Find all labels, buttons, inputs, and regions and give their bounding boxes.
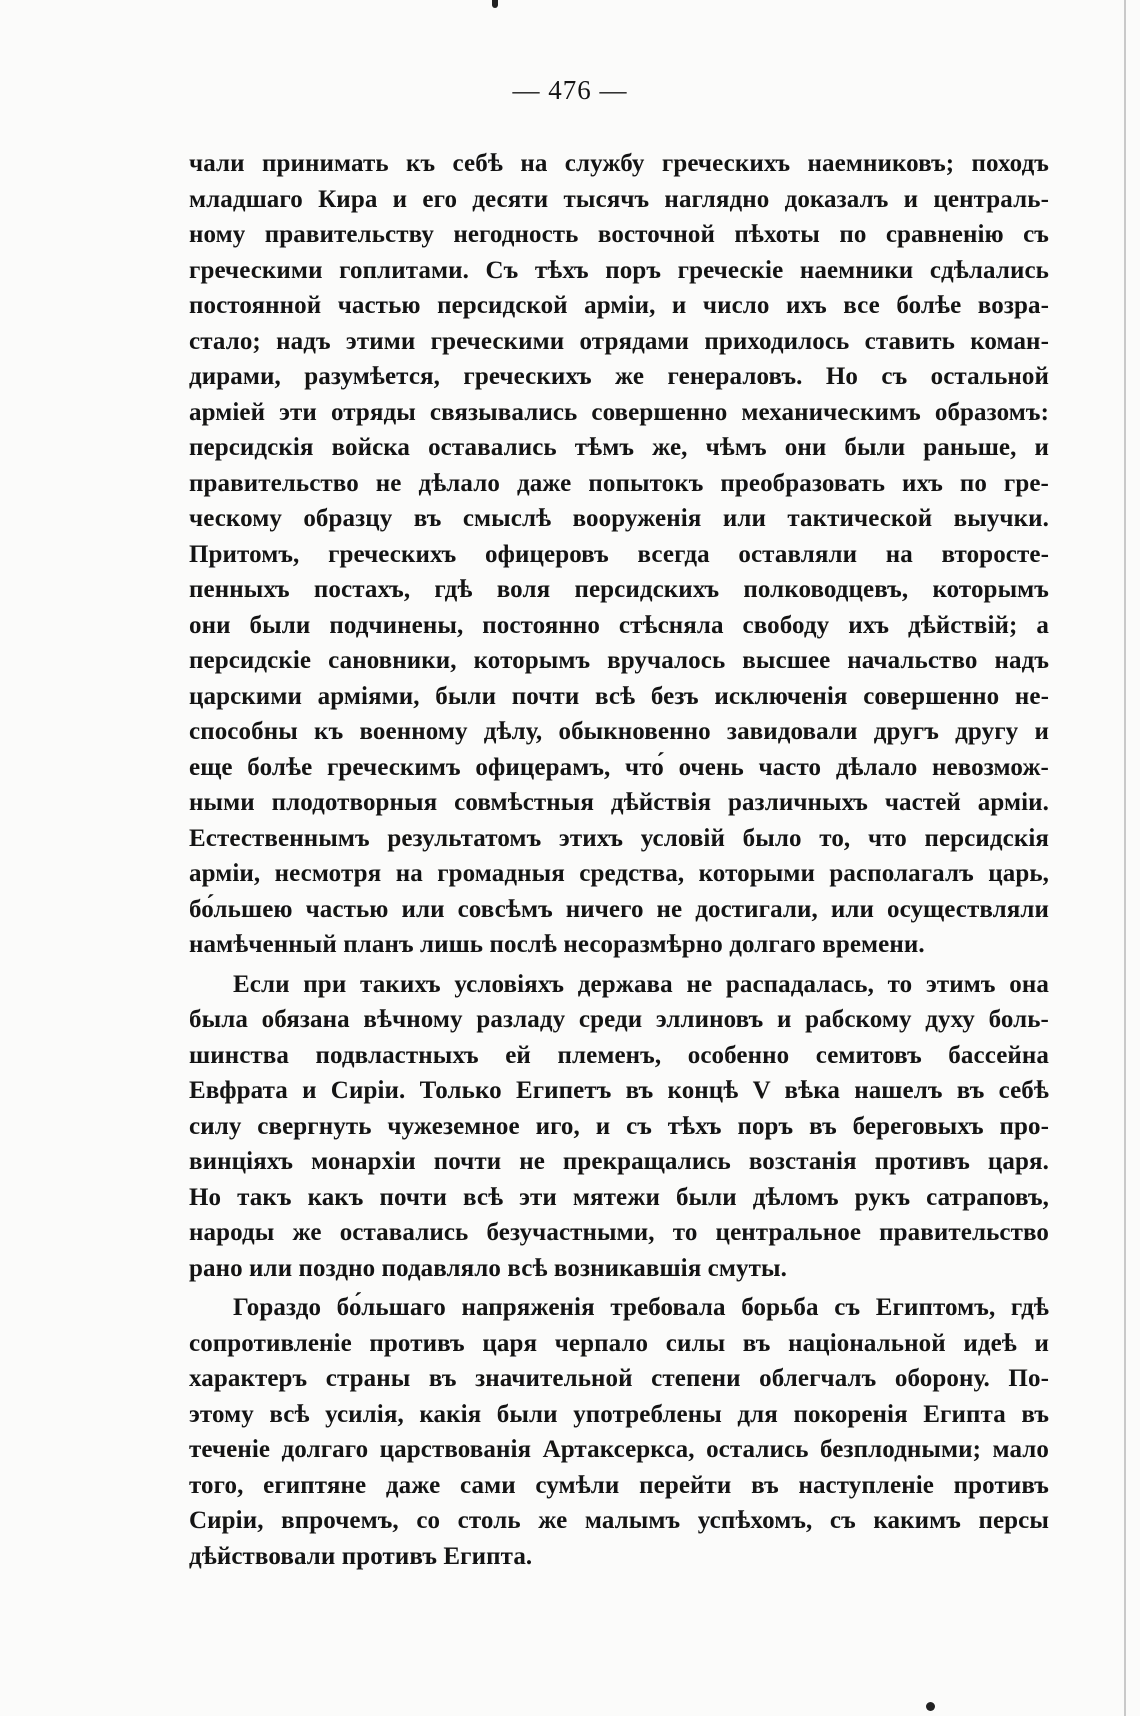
text-line: Сиріи, впрочемъ, со столь же малымъ успѣхомъ, съ какимъ персы [189, 1507, 1049, 1534]
text-line: теченіе долгаго царствованія Артаксеркса, остались безплодными; мало [189, 1436, 1049, 1463]
text-line: Притомъ, греческихъ офицеровъ всегда оставляли на второсте- [189, 540, 1049, 568]
text-line: винціяхъ монархіи почти не прекращались возстанія противъ царя. [189, 1148, 1049, 1175]
text-line: была обязана вѣчному разладу среди эллиновъ и рабскому духу боль- [189, 1006, 1049, 1033]
text-line: ческому образцу въ смыслѣ вооруженія или тактической выучки. [189, 505, 1049, 532]
text-line: рано или поздно подавляло всѣ возникавшія смуты. [189, 1254, 787, 1282]
paragraph [189, 967, 1049, 1287]
text-line: правительство не дѣлало даже попытокъ преобразовать ихъ по гре- [189, 469, 1049, 497]
text-line: Если при такихъ условіяхъ держава не распадалась, то этимъ она [233, 970, 1049, 998]
text-line: бо́льшею частью или совсѣмъ ничего не достигали, или осуществляли [189, 895, 1049, 923]
page-edge-line [1124, 0, 1126, 1716]
text-line: Гораздо бо́льшаго напряженія требовала борьба съ Египтомъ, гдѣ [233, 1294, 1049, 1321]
text-line: народы же оставались безучастными, то центральное правительство [189, 1219, 1049, 1246]
text-line: силу свергнуть чужеземное иго, и съ тѣхъ поръ въ береговыхъ про- [189, 1112, 1049, 1140]
body-text [189, 146, 1049, 1574]
text-line: Но такъ какъ почти всѣ эти мятежи были дѣломъ рукъ сатраповъ, [189, 1183, 1049, 1211]
page-number: — 476 — [512, 75, 628, 105]
text-line: еще болѣе греческимъ офицерамъ, что́ очень часто дѣлало невозмож- [189, 753, 1049, 781]
ink-mark-bottom [926, 1702, 935, 1711]
text-line: пенныхъ постахъ, гдѣ воля персидскихъ полководцевъ, которымъ [189, 576, 1049, 603]
text-line: младшаго Кира и его десяти тысячъ наглядно доказалъ и централь- [189, 185, 1049, 213]
text-line: ному правительству негодность восточной пѣхоты по сравненію съ [189, 221, 1049, 248]
text-line: постоянной частью персидской арміи, и число ихъ все болѣе возра- [189, 292, 1049, 319]
text-line: того, египтяне даже сами сумѣли перейти въ наступленіе противъ [189, 1471, 1049, 1499]
text-line: стало; надъ этими греческими отрядами приходилось ставить коман- [189, 327, 1049, 355]
text-line: они были подчинены, постоянно стѣсняла свободу ихъ дѣйствій; а [189, 611, 1049, 639]
text-line: греческими гоплитами. Съ тѣхъ поръ греческіе наемники сдѣлались [189, 256, 1049, 284]
text-line: чали принимать къ себѣ на службу греческихъ наемниковъ; походъ [189, 150, 1049, 177]
text-line: персидскія войска оставались тѣмъ же, чѣмъ они были раньше, и [189, 434, 1049, 461]
text-line: персидскіе сановники, которымъ вручалось высшее начальство надъ [189, 647, 1049, 674]
text-line: этому всѣ усилія, какія были употреблены для покоренія Египта въ [189, 1400, 1049, 1428]
text-line: способны къ военному дѣлу, обыкновенно завидовали другъ другу и [189, 718, 1049, 745]
text-line: сопротивленіе противъ царя черпало силы въ національной идеѣ и [189, 1329, 1049, 1357]
text-line: шинства подвластныхъ ей племенъ, особенно семитовъ бассейна [189, 1041, 1049, 1069]
paragraph [189, 1290, 1049, 1574]
ink-mark-top [492, 0, 498, 8]
text-line: характеръ страны въ значительной степени облегчалъ оборону. По- [189, 1365, 1049, 1392]
text-line: ными плодотворныя совмѣстныя дѣйствія различныхъ частей арміи. [189, 789, 1049, 816]
text-line: арміей эти отряды связывались совершенно механическимъ образомъ: [189, 398, 1049, 426]
text-line: Естественнымъ результатомъ этихъ условій было то, что персидскія [189, 824, 1049, 852]
text-line: дѣйствовали противъ Египта. [189, 1542, 533, 1570]
paragraph [189, 146, 1049, 963]
text-line: арміи, несмотря на громадныя средства, которыми располагалъ царь, [189, 860, 1049, 887]
text-line: намѣченный планъ лишь послѣ несоразмѣрно долгаго времени. [189, 931, 925, 958]
text-line: царскими арміями, были почти всѣ безъ исключенія совершенно не- [189, 682, 1049, 710]
text-line: дирами, разумѣется, греческихъ же генераловъ. Но съ остальной [189, 363, 1049, 390]
text-line: Евфрата и Сиріи. Только Египетъ въ концѣ V вѣка нашелъ въ себѣ [189, 1077, 1049, 1104]
